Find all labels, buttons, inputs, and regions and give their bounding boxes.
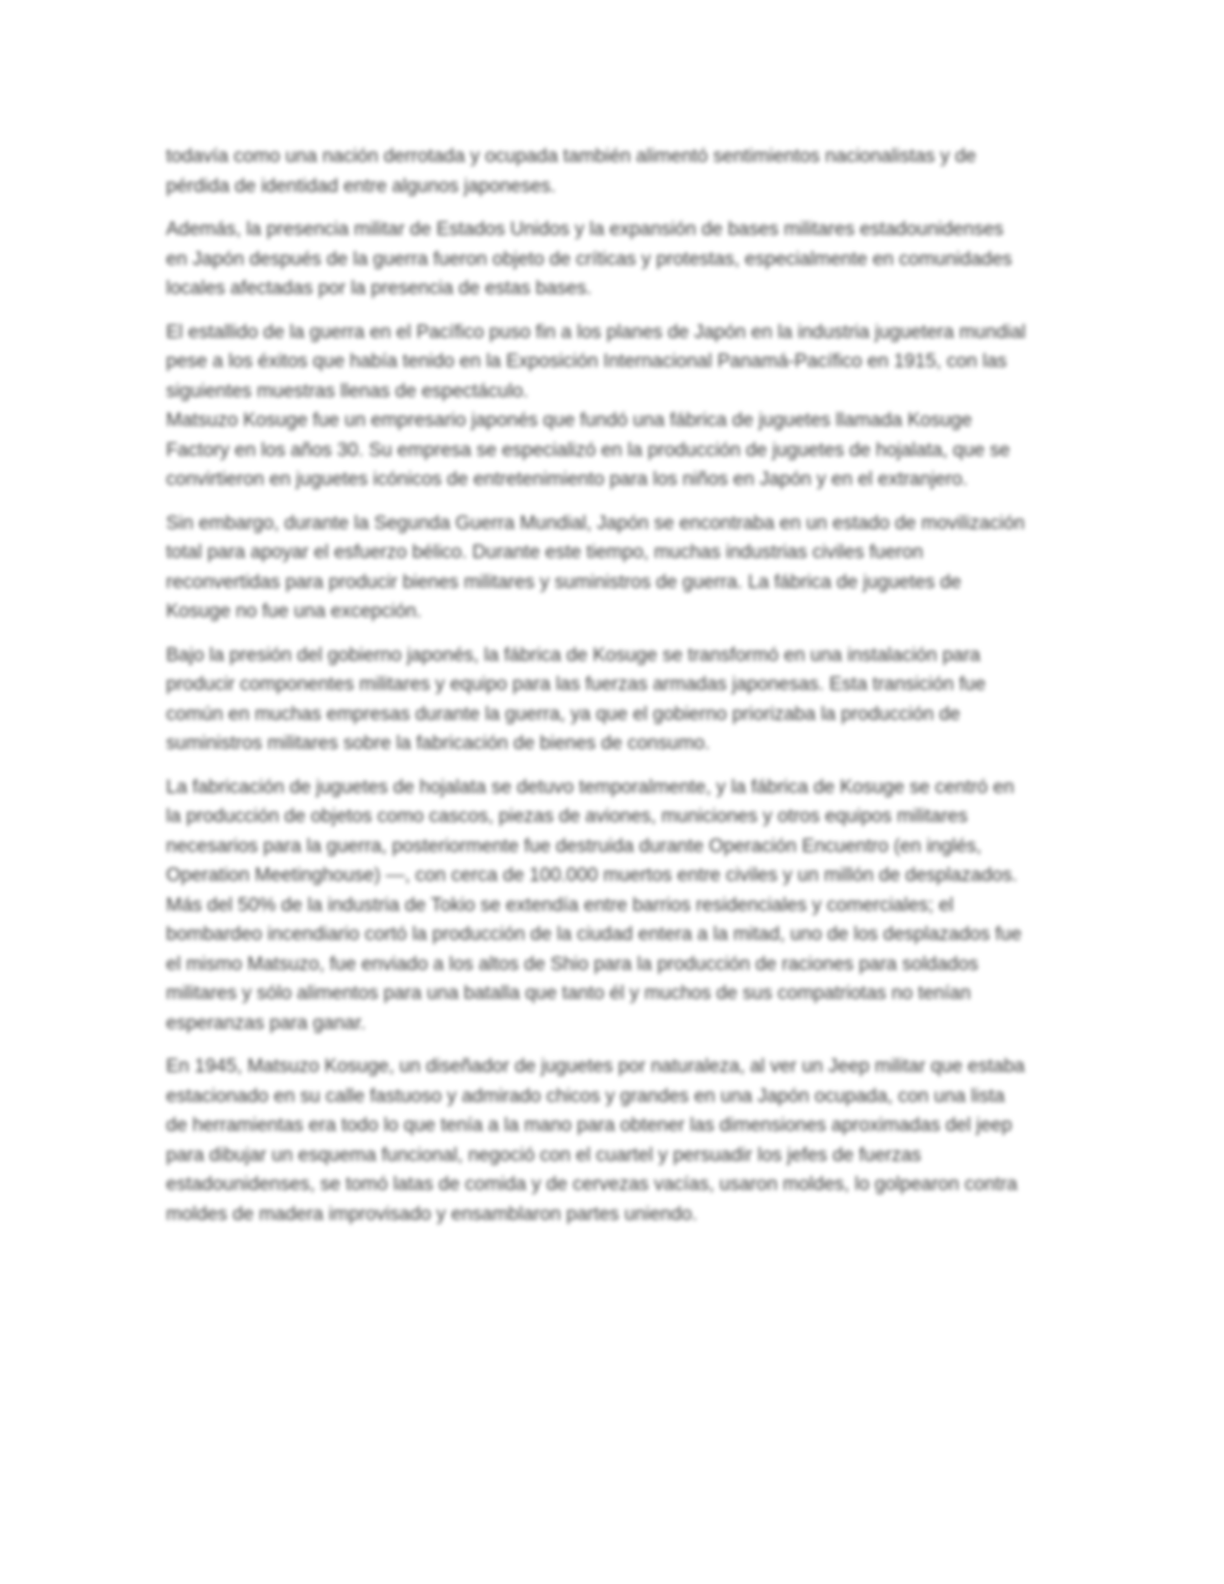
paragraph-7: La fabricación de juguetes de hojalata se detuvo temporalmente, y la fábrica de Kosuge se centró en la producción de objetos como cascos, piezas de aviones, municiones y otros equipos militares necesarios para la guerra, posteriormente fue destruida durante Operación Encuentro (en inglés, Operation Meetinghouse) —, con cerca de 100.000 muertos entre civiles y un millón de desplazados. Más del 50% de la industria de Tokio se extendía entre barrios residenciales y comerciales; el bombardeo incendiario cortó la producción de la ciudad entera a la mitad, uno de los desplazados fue el mismo Matsuzo, fue enviado a los altos de Shio para la producción de raciones para soldados militares y sólo alimentos para una batalla que tanto él y muchos de sus compatriotas no tenían esperanzas para ganar. xyxy=(166,776,1022,1034)
paragraph-2: Además, la presencia militar de Estados Unidos y la expansión de bases militares estadounidenses en Japón después de la guerra fueron objeto de críticas y protestas, especialmente en comunidades locales afectadas por la presencia de estas bases. xyxy=(166,219,1013,299)
paragraph-3: El estallido de la guerra en el Pacífico puso fin a los planes de Japón en la industria juguetera mundial pese a los éxitos que había tenido en la Exposición Internacional Panamá-Pacífico en 1915, con las siguientes muestras llenas de espectáculo. xyxy=(166,321,1026,402)
paragraph-6: Bajo la presión del gobierno japonés, la fábrica de Kosuge se transformó en una instalación para producir componentes militares y equipo para las fuerzas armadas japonesas. Esta transición fue común en muchas empresas durante la guerra, ya que el gobierno priorizaba la producción de suministros militares sobre la fabricación de bienes de consumo. xyxy=(166,644,986,754)
paragraph-1: todavía como una nación derrotada y ocupada también alimentó sentimientos nacionalistas y de pérdida de identidad entre algunos japoneses. xyxy=(166,146,977,197)
body-text xyxy=(166,142,1026,1243)
paragraph-8: En 1945, Matsuzo Kosuge, un diseñador de juguetes por naturaleza, al ver un Jeep militar que estaba estacionado en su calle fastuoso y admirado chicos y grandes en una Japón ocupada, con una lista de herramientas era todo lo que tenía a la mano para obtener las dimensiones aproximadas del jeep para dibujar un esquema funcional, negoció con el cuartel y persuadir los jefes de fuerzas estadounidenses, se tomó latas de comida y de cervezas vacías, usaron moldes, lo golpearon contra moldes de madera improvisado y ensamblaron partes uniendo. xyxy=(166,1056,1025,1225)
paragraph-4: Matsuzo Kosuge fue un empresario japonés que fundó una fábrica de juguetes llamada Kosuge Factory en los años 30. Su empresa se especializó en la producción de juguetes de hojalata, que se convirtieron en juguetes icónicos de entretenimiento para los niños en Japón y en el extranjero. xyxy=(166,410,1010,490)
paragraph-5: Sin embargo, durante la Segunda Guerra Mundial, Japón se encontraba en un estado de movilización total para apoyar el esfuerzo bélico. Durante este tiempo, muchas industrias civiles fueron reconvertidas para producir bienes militares y suministros de guerra. La fábrica de juguetes de Kosuge no fue una excepción. xyxy=(166,512,1025,622)
